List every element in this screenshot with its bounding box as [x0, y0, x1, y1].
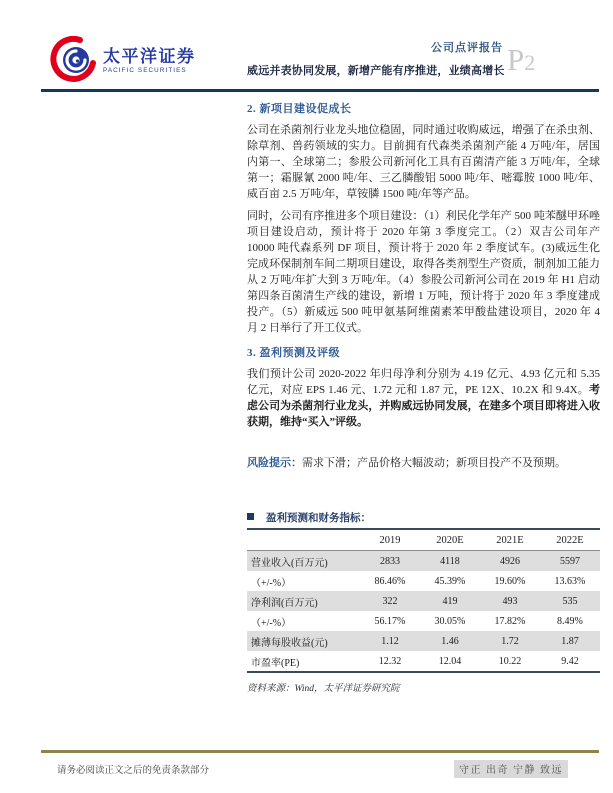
table-row	[247, 651, 600, 672]
paragraph-forecast-rating	[247, 366, 600, 430]
report-subtitle: 威远并表协同发展，新增产能有序推进，业绩高增长	[247, 65, 505, 77]
cell-value: 4118	[420, 551, 480, 572]
table-row	[247, 591, 600, 611]
col-header-2021e: 2021E	[480, 529, 540, 551]
risk-label: 风险提示：	[247, 457, 302, 469]
cell-value: 1.87	[540, 631, 600, 651]
cell-value: 10.22	[498, 655, 522, 667]
square-bullet-icon	[247, 513, 254, 520]
brand-name-cn: 太平洋证券	[103, 47, 196, 67]
cell-value: 19.60%	[494, 575, 526, 587]
row-label: 摊薄每股收益(元)	[247, 631, 360, 651]
table-row	[247, 571, 600, 591]
brand-logo	[50, 36, 196, 87]
cell-value: 45.39%	[434, 575, 466, 587]
paragraph-capacity-overview: 公司在杀菌剂行业龙头地位稳固，同时通过收购威远，增强了在杀虫剂、除草剂、兽药领域的实力。目前拥有代森类杀菌剂产能 4 万吨/年，居国内第一、全球第二；参股公司新河化工具有百菌清产能 3 万吨/年，全球第一；霜脲氰 2000 吨/年、三乙膦酸铝 5000 吨/年、嘧霉胺 1000 吨/年、威百亩 2.5 万吨/年，草铵膦 1500 吨/年等产品。	[247, 124, 600, 200]
cell-value: 5597	[540, 551, 600, 572]
cell-value: 322	[360, 591, 420, 611]
cell-value: 1.12	[360, 631, 420, 651]
section-heading-profit-forecast: 3. 盈利预测及评级	[247, 347, 340, 359]
cell-value: 8.49%	[557, 615, 583, 627]
cell-value: 1.72	[480, 631, 540, 651]
paragraph-project-progress: 同时，公司有序推进多个项目建设：（1）利民化学年产 500 吨苯醚甲环唑项目建设启动，预计将于 2020 年第 3 季度完工。（2）双吉公司年产 10000 吨代森系列 DF 项目，预计将于 2020 年 2 季度试车。(3)威远生化完成环保制剂车间二期项目建设，取得各类剂型生产资质，制剂加工能力从 2 万吨/年扩大到 3 万吨/年。（4）参股公司新河公司在 2019 年 H1 启动第四条百菌清生产线的建设，新增 1 万吨，预计将于 2020 年 3 季度建成投产。（5）新威远 500 吨甲氨基阿维菌素苯甲酸盐建设项目，2020 年 4 月 2 日举行了开工仪式。	[247, 210, 600, 334]
cell-value: 493	[480, 591, 540, 611]
footer-motto: 守正 出奇 宁静 致远	[454, 760, 568, 778]
cell-value: 86.46%	[374, 575, 406, 587]
footer-disclaimer: 请务必阅读正文之后的免责条款部分	[57, 766, 210, 776]
table-row	[247, 551, 600, 572]
row-label: （+/-%）	[251, 577, 292, 589]
risk-text: 需求下滑；产品价格大幅波动；新项目投产不及预期。	[302, 457, 566, 469]
pacific-securities-logo-icon	[50, 36, 96, 87]
table-row	[247, 631, 600, 651]
cell-value: 17.82%	[494, 615, 526, 627]
page-number-digit: 2	[524, 50, 536, 75]
cell-value: 4926	[480, 551, 540, 572]
report-body	[247, 96, 600, 694]
footer-divider	[41, 750, 599, 753]
cell-value: 2833	[360, 551, 420, 572]
cell-value: 56.17%	[374, 615, 406, 627]
cell-value: 419	[420, 591, 480, 611]
rating-text: 考虑公司为杀菌剂行业龙头，并购威远协同发展，在建多个项目即将进入收获期，维持“买入”评级。	[247, 384, 600, 428]
row-label: 市盈率(PE)	[251, 657, 300, 669]
col-header-2022e: 2022E	[540, 529, 600, 551]
row-label: 净利润(百万元)	[247, 591, 360, 611]
cell-value: 13.63%	[554, 575, 586, 587]
col-header-2020e: 2020E	[420, 529, 480, 551]
header-divider	[41, 89, 599, 92]
data-source-note: 资料来源：Wind，太平洋证券研究院	[247, 684, 400, 694]
cell-value: 12.32	[378, 655, 402, 667]
financial-table-block	[247, 510, 600, 694]
risk-note	[247, 455, 600, 471]
row-label: （+/-%）	[251, 617, 292, 629]
cell-value: 1.46	[420, 631, 480, 651]
header-titles	[247, 39, 503, 78]
financial-indicators-table	[247, 528, 600, 673]
table-row	[247, 611, 600, 631]
col-header-2019: 2019	[360, 529, 420, 551]
table-header-row	[247, 529, 600, 551]
col-header-blank	[247, 529, 360, 551]
section-heading-new-projects: 2. 新项目建设促成长	[247, 103, 352, 115]
cell-value: 535	[540, 591, 600, 611]
forecast-text: 我们预计公司 2020-2022 年归母净利分别为 4.19 亿元、4.93 亿元和 5.35 亿元，对应 EPS 1.46 元、1.72 元和 1.87 元，PE 12X、10.2X 和 9.4X。	[247, 368, 600, 396]
cell-value: 9.42	[561, 655, 579, 667]
page-number	[507, 42, 535, 78]
table-title	[247, 510, 600, 525]
table-title-text: 盈利预测和财务指标：	[266, 513, 371, 524]
row-label: 营业收入(百万元)	[247, 551, 360, 572]
cell-value: 30.05%	[434, 615, 466, 627]
cell-value: 12.04	[438, 655, 462, 667]
page-number-letter: P	[507, 42, 525, 77]
brand-name-en: PACIFIC SECURITIES	[103, 67, 187, 75]
brand-text	[103, 48, 196, 74]
report-type-label: 公司点评报告	[431, 42, 503, 54]
